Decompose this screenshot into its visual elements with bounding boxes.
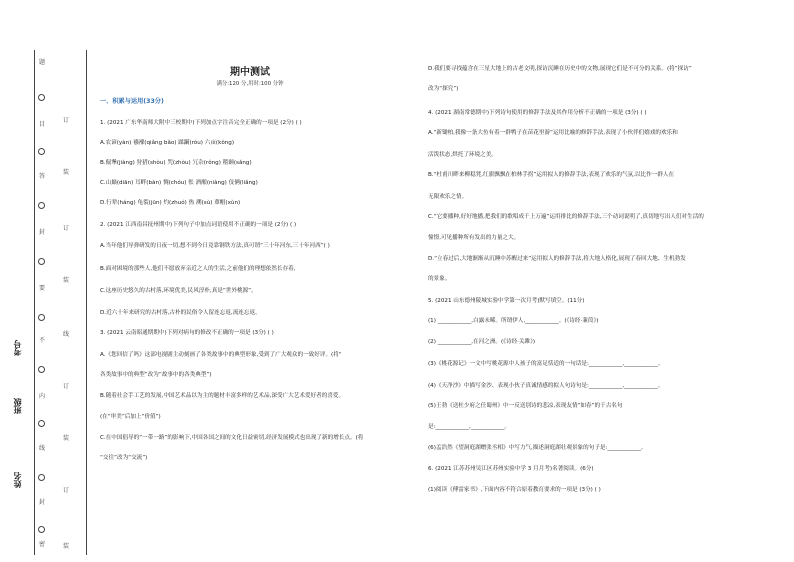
binding-line-inner: [86, 50, 87, 555]
fill-line: (3)《桃花源记》一文中写桃花源中人孩子的富足恬适的一句话是:____________,____________。: [428, 361, 664, 367]
seal-circle-icon: [38, 202, 45, 209]
seal-char: 装: [62, 277, 69, 284]
label-banji: 班级: [13, 398, 22, 414]
seal-char: 密: [38, 541, 45, 548]
option-line: A.当年他们导弹研发的日夜一切,想不到今日竟靠钢铁方法,真可谓“三十年河东,三十年河西”( ): [100, 243, 330, 249]
right-column: [428, 0, 756, 562]
seal-char: 订: [62, 117, 69, 124]
question-line: 6. (2021 江苏苏州吴江区苏州实验中学 3 月月考)名著阅读。(6分): [428, 466, 594, 472]
seal-char: 装: [62, 169, 69, 176]
seal-char: 要: [38, 285, 45, 292]
fill-line: 是:____________,____________。: [428, 424, 510, 430]
question-line: 4. (2021 湖南常德期中)下列诗句使用的修辞手法及其作用分析不正确的一项是 (3分) ( ): [428, 110, 647, 116]
option-line: C.在中国倡导的“一带一路”的影响下,中国各国之间的文化日益密切,经济发展模式也出现了新的增长点。(将: [100, 435, 364, 441]
seal-circle-icon: [38, 258, 45, 265]
seal-char: 线: [38, 445, 45, 452]
question-line: 1. (2021 广东华南师大附中三校期中)下列加点字注音完全正确的一项是 (2分) ( ): [100, 120, 302, 126]
seal-circle-icon: [38, 526, 45, 533]
seal-circle-icon: [38, 420, 45, 427]
seal-circle-icon: [38, 148, 45, 155]
fill-line: (1) ____________,白露未晞。所谓伊人,____________。(《诗经·蒹葭》): [428, 318, 599, 324]
seal-char: 不: [38, 337, 45, 344]
seal-char: 装: [62, 543, 69, 550]
seal-char: 内: [38, 393, 45, 400]
seal-char: 封: [38, 499, 45, 506]
option-line: “交往”改为“交流”): [100, 455, 148, 461]
option-line: 改为“探究”): [428, 86, 459, 92]
fill-line: (4)《天净沙》中描写金沙、表现小伙子真诚情感的拟人句诗句是:____________,____________。: [428, 383, 664, 389]
option-line: 的景象。: [428, 276, 451, 282]
binding-line-outer: [34, 50, 35, 555]
option-line: (在“审美”后加上“价值”): [100, 414, 161, 420]
seal-char: 线: [62, 331, 69, 338]
seal-char: 题: [38, 59, 45, 66]
option-line: C.“它要播种,好好地播,把我们的歌唱成千上万遍”运用排比的修辞手法,三个动词说明了,真切地写出人们对生活的: [428, 214, 704, 220]
option-line: A.农谚(yàn) 襁褓(qiǎng bǎo) 蹂躏(róu) 六亩(kǒng): [100, 140, 235, 146]
page-title: 期中测试: [230, 67, 270, 78]
option-line: 憧憬,可见播种所有发出的力量之大。: [428, 235, 520, 241]
question-line: (1)阅读《傅雷家书》,下面内容不符合原着教育要求的一项是 (3分) ( ): [428, 487, 601, 493]
seal-circle-icon: [38, 366, 45, 373]
option-line: C.山巅(diān) 耳畔(bàn) 惆(chóu) 怅 酒酿(niàng) 伎俩(liǎng): [100, 180, 258, 186]
seal-circle-icon: [38, 474, 45, 481]
label-kaohao: 考号: [13, 340, 22, 356]
option-line: A.“新锄柏,我像一条大鱼有着一群鸭子在苗花里游”运用比喻的修辞手法,表现了小伙伴们嬉戏的欢乐和: [428, 130, 678, 136]
seal-char: 订: [62, 225, 69, 232]
question-line: 5. (2021 山东德州陵城实验中学第一次月考)默写填空。(11分): [428, 298, 585, 304]
option-line: B.“杜甫川畔来柳稳凳,红旗飘飘在柏林手拐”运用拟人的修辞手法,表现了欢乐的气氛,以比作一群人在: [428, 172, 675, 178]
option-line: D.近六十年来研究的古村落,古朴的民俗令人留连忘返,流连忘返。: [100, 310, 261, 316]
option-line: C.这座历史悠久的古村落,环境优美,民风淳朴,真是“世外桃源”。: [100, 288, 257, 294]
seal-char: 订: [62, 487, 69, 494]
fill-line: (6)孟浩然《望洞庭湖赠张丞相》中写力气,描述洞庭湖壮观景象的句子是:____________。: [428, 445, 647, 451]
page-subtitle: 满分:120 分,用时:100 分钟: [216, 81, 284, 87]
option-line: D.“立春过后,大地渐渐从沉睡中苏醒过来”运用拟人的修辞手法,将大地人格化,展现了春回大地、生机勃发: [428, 256, 686, 262]
section-heading: 一、积累与运用(33分): [100, 98, 164, 105]
seal-circle-icon: [38, 94, 45, 101]
fill-line: (2) ____________,在河之洲。(《诗经·关雎》): [428, 339, 536, 345]
left-column: [100, 0, 400, 562]
binding-margin: [0, 0, 90, 562]
seal-char: 封: [38, 229, 45, 236]
question-line: 3. (2021 云南昭通期期中)下列对病句的修改不正确的一项是 (3分) ( ): [100, 330, 274, 336]
option-line: D.我们要寻找蕴含在三星大地上的古老文明,探访沉睡在历史中的文物,展现它们是不可分的关系。(将“探访”: [428, 66, 692, 72]
seal-char: 答: [38, 173, 45, 180]
option-line: 无限欢乐之情。: [428, 194, 468, 200]
option-line: A.《您回信了吗》这部电视剧主动刻画了各类故事中的典型形象,受到了广大观众的一致好评。(将“: [100, 352, 342, 358]
fill-line: (5)王勃《送杜少府之任蜀州》中一反送别诗的悲凉,表现友情“如春”的千古名句: [428, 403, 623, 409]
option-line: B.面对困境的那些人,他们不愿放弃亲近之人的生活,之前他们的理想依然长存着,: [100, 266, 296, 272]
seal-circle-icon: [38, 314, 45, 321]
option-line: 活泼状态,烘托了环境之美。: [428, 152, 497, 158]
option-line: B.倔犟(jiàng) 狩猎(shòu) 咒(zhòu) 冗杂(rǒng) 稽颡(sǎng): [100, 160, 252, 166]
seal-char: 目: [38, 121, 45, 128]
option-line: B.随着社会手工艺的发展,中国艺术品以为主的题材丰富多样的艺术品,深受广大艺术爱好者的喜爱。: [100, 393, 345, 399]
option-line: D.行辈(háng) 龟裂(jūn) 灼(zhuó) 热 溯(sù) 蕈帽(xùn): [100, 200, 241, 206]
question-line: 2. (2021 江西南昌抚州期中)下列句子中加点词语使用不正确的一项是 (2分) ( ): [100, 222, 297, 228]
seal-char: 订: [62, 383, 69, 390]
seal-char: 装: [62, 435, 69, 442]
label-xingming: 姓名: [13, 472, 22, 488]
option-line: 各类故事中的典型”改为“故事中的各类典型”): [100, 372, 212, 378]
